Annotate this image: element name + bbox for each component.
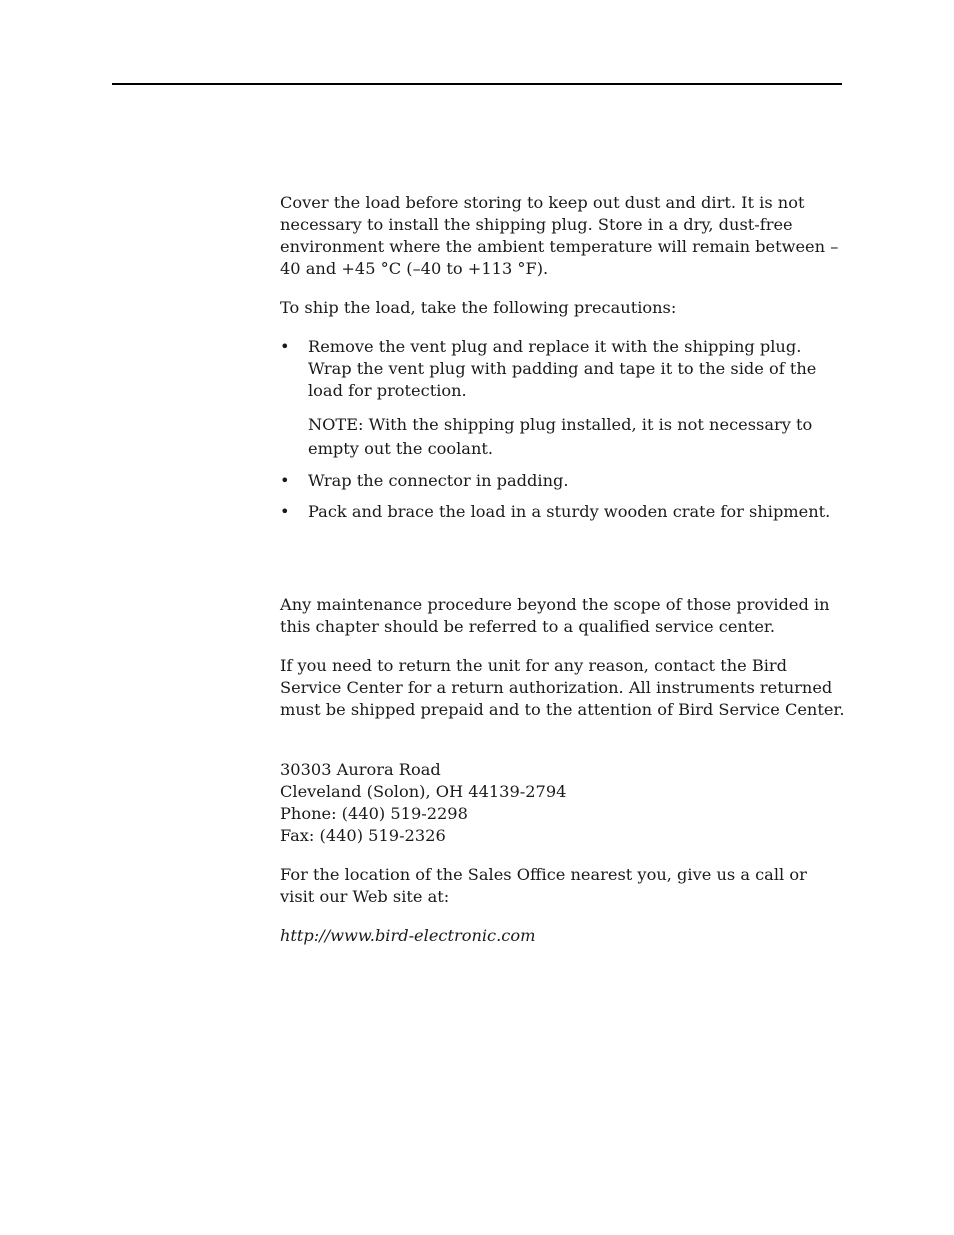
address-fax: Fax: (440) 519-2326 xyxy=(280,826,446,845)
list-item xyxy=(280,470,845,492)
address-phone: Phone: (440) 519-2298 xyxy=(280,804,468,823)
maintenance-paragraph: Any maintenance procedure beyond the scope of those provided in this chapter should be referred to a qualified service center. xyxy=(280,595,830,636)
address-city: Cleveland (Solon), OH 44139-2794 xyxy=(280,782,567,801)
header-rule xyxy=(112,83,842,85)
shipping-note: NOTE: With the shipping plug installed, it is not necessary to empty out the coolant. xyxy=(308,415,813,458)
website-link[interactable]: http://www.bird-electronic.com xyxy=(280,926,536,945)
bullet-icon: • xyxy=(280,502,290,521)
page-content xyxy=(280,192,845,947)
list-item xyxy=(280,336,845,461)
service-center-address xyxy=(280,759,845,847)
shipping-precautions-list xyxy=(280,336,845,523)
list-item-text: Pack and brace the load in a sturdy wooden crate for shipment. xyxy=(308,502,831,521)
return-paragraph: If you need to return the unit for any reason, contact the Bird Service Center for a return authorization. All instruments returned must be shipped prepaid and to the attention of Bird Service Center. xyxy=(280,656,845,719)
section-gap xyxy=(280,532,845,594)
bullet-icon: • xyxy=(280,471,290,490)
address-street: 30303 Aurora Road xyxy=(280,760,441,779)
sales-office-paragraph: For the location of the Sales Office nearest you, give us a call or visit our Web site at: xyxy=(280,865,807,906)
bullet-icon: • xyxy=(280,337,290,356)
list-item-text: Remove the vent plug and replace it with the shipping plug. Wrap the vent plug with padding and tape it to the side of the load for protection. xyxy=(308,337,817,400)
list-item xyxy=(280,501,845,523)
list-item-text: Wrap the connector in padding. xyxy=(308,471,569,490)
shipping-intro: To ship the load, take the following precautions: xyxy=(280,298,677,317)
storage-paragraph: Cover the load before storing to keep out dust and dirt. It is not necessary to install the shipping plug. Store in a dry, dust-free environment where the ambient temperature will remain between –40 and +45 °C (–40 to +113 °F). xyxy=(280,193,839,278)
